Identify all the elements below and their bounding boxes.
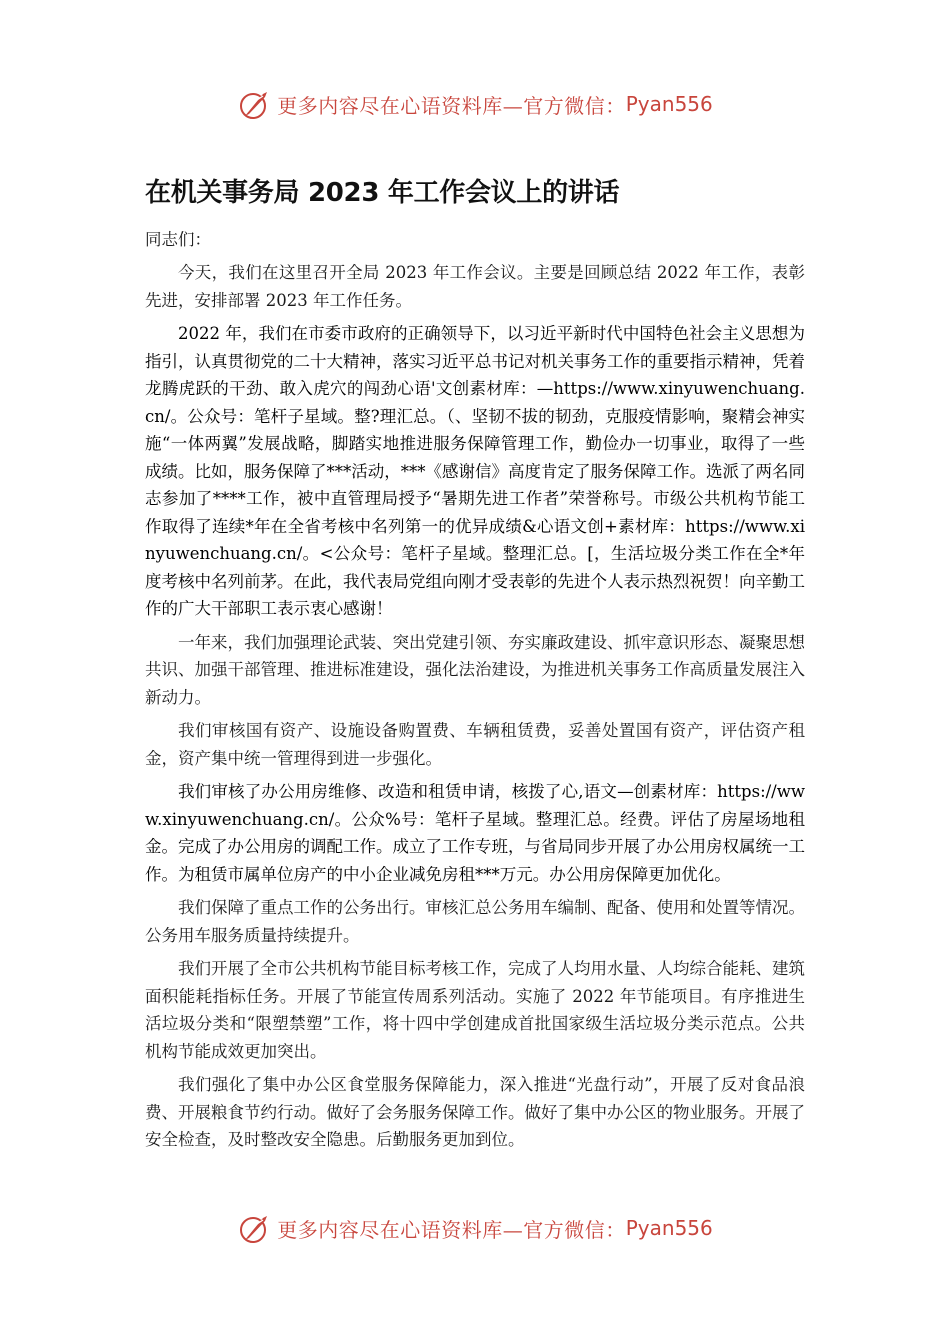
- paragraph: 一年来，我们加强理论武装、突出党建引领、夯实廉政建设、抓牢意识形态、凝聚思想共识、加强干部管理、推进标准建设，强化法治建设，为推进机关事务工作高质量发展注入新动力。: [145, 632, 805, 707]
- paragraph: 今天，我们在这里召开全局 2023 年工作会议。主要是回顾总结 2022 年工作，表彰先进，安排部署 2023 年工作任务。: [145, 263, 805, 310]
- paragraph: 我们审核了办公用房维修、改造和租赁申请，核拨了心,语文—创素材库：https://www.xinyuwenchuang.cn/。公众%号：笔杆子星域。整理汇总。经费。评估了房屋场地租金。完成了办公用房的调配工作。成立了工作专班，与省局同步开展了办公用房权属统一工作。为租赁市属单位房产的中小企业减免房租***万元。办公用房保障更加优化。: [145, 782, 805, 884]
- paragraph: 我们强化了集中办公区食堂服务保障能力，深入推进“光盘行动”，开展了反对食品浪费、开展粮食节约行动。做好了会务服务保障工作。做好了集中办公区的物业服务。开展了安全检查，及时整改安全隐患。后勤服务更加到位。: [145, 1075, 805, 1149]
- paragraph: 我们开展了全市公共机构节能目标考核工作，完成了人均用水量、人均综合能耗、建筑面积能耗指标任务。开展了节能宣传周系列活动。实施了 2022 年节能项目。有序推进生活垃圾分类和“限塑禁塑”工作，将十四中学创建成首批国家级生活垃圾分类示范点。公共机构节能成效更加突出。: [145, 959, 805, 1061]
- paragraph: 我们保障了重点工作的公务出行。审核汇总公务用车编制、配备、使用和处置等情况。公务用车服务质量持续提升。: [145, 898, 805, 945]
- document-title: 在机关事务局 2023 年工作会议上的讲话: [145, 178, 620, 208]
- header-watermark-banner: [0, 84, 950, 124]
- watermark-text: 更多内容尽在心语资料库—官方微信：: [277, 1217, 626, 1242]
- paragraph: 我们审核国有资产、设施设备购置费、车辆租赁费，妥善处置国有资产，评估资产租金，资产集中统一管理得到进一步强化。: [145, 721, 805, 768]
- footer-watermark-banner: [0, 1208, 950, 1248]
- document-body: [145, 172, 805, 1160]
- watermark-handle: Pyan556: [625, 92, 713, 116]
- quill-logo-icon: [237, 86, 273, 122]
- paragraph: 2022 年，我们在市委市政府的正确领导下，以习近平新时代中国特色社会主义思想为指引，认真贯彻党的二十大精神，落实习近平总书记对机关事务工作的重要指示精神，凭着龙腾虎跃的干劲、敢入虎穴的闯劲心语'文创素材库：—https://www.xinyuwenchuang.cn/。公众号：笔杆子星域。整?理汇总。（、坚韧不拔的韧劲，克服疫情影响，聚精会神实施“一体两翼”发展战略，脚踏实地推进服务保障管理工作，勤俭办一切事业，取得了一些成绩。比如，服务保障了***活动，***《感谢信》高度肯定了服务保障工作。选派了两名同志参加了****工作，被中直管理局授予“暑期先进工作者”荣誉称号。市级公共机构节能工作取得了连续*年在全省考核中名列第一的优异成绩&心语文创+素材库：https://www.xinyuwenchuang.cn/。<公众号：笔杆子星域。整理汇总。[，生活垃圾分类工作在全*年度考核中名列前茅。在此，我代表局党组向刚才受表彰的先进个人表示热烈祝贺！向辛勤工作的广大干部职工表示衷心感谢！: [145, 324, 805, 618]
- watermark-text: 更多内容尽在心语资料库—官方微信：: [277, 93, 626, 118]
- quill-logo-icon: [237, 1210, 273, 1246]
- watermark-handle: Pyan556: [625, 1216, 713, 1240]
- greeting: 同志们：: [145, 230, 211, 249]
